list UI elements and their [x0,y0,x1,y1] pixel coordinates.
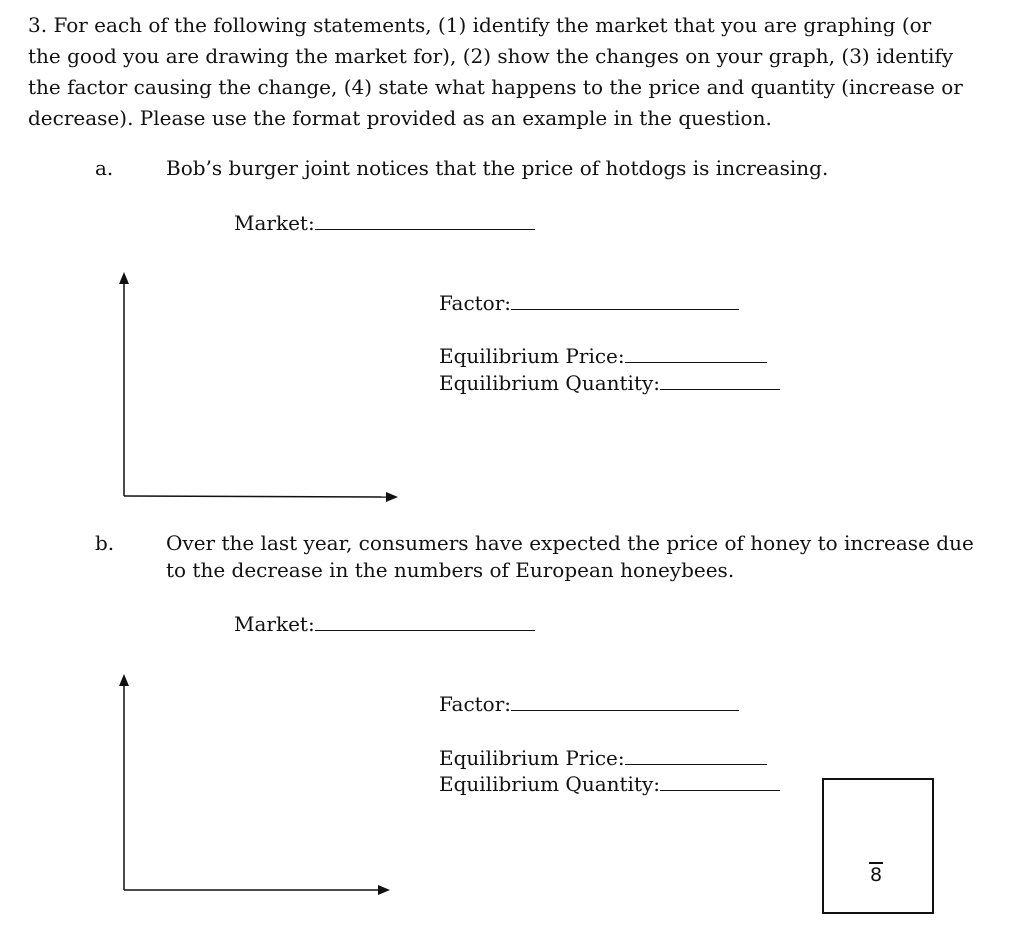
equilibrium-quantity-label: Equilibrium Quantity: [439,772,661,796]
price-blank[interactable] [625,342,767,363]
intro-line: the factor causing the change, (4) state what happens to the price and quantity (increase or [28,75,963,99]
page-number: 8 [870,864,883,886]
market-label: Market: [234,612,315,636]
equilibrium-price-label: Equilibrium Price: [439,746,625,770]
intro-line: decrease). Please use the format provided as an example in the question. [28,106,772,130]
part-a-letter: a. [95,156,114,180]
part-b-statement-line: Over the last year, consumers have expected the price of honey to increase due [166,531,974,555]
question-intro [28,10,1008,134]
part-b-statement-line: to the decrease in the numbers of European honeybees. [166,558,735,582]
y-axis-arrow-icon [119,272,129,284]
factor-blank[interactable] [511,690,739,711]
quantity-blank[interactable] [660,369,780,390]
page-number-box [822,778,934,914]
factor-blank[interactable] [511,289,739,310]
factor-label: Factor: [439,692,512,716]
part-b-graph-axes [110,672,410,904]
quantity-blank[interactable] [660,770,780,791]
part-b-factor-field[interactable] [439,690,739,717]
x-axis-arrow-icon [378,885,390,895]
x-axis-arrow-icon [386,492,398,502]
part-b-market-field[interactable] [234,610,535,637]
part-a-market-field[interactable] [234,209,535,236]
part-a-price-field[interactable] [439,342,767,369]
part-a-graph-axes [110,270,410,510]
intro-line: 3. For each of the following statements, (1) identify the market that you are graphing (or [28,13,932,37]
part-a-statement: Bob’s burger joint notices that the price of hotdogs is increasing. [166,156,829,180]
y-axis-arrow-icon [119,674,129,686]
equilibrium-price-label: Equilibrium Price: [439,344,625,368]
intro-line: the good you are drawing the market for), (2) show the changes on your graph, (3) identify [28,44,954,68]
equilibrium-quantity-label: Equilibrium Quantity: [439,371,661,395]
part-a-quantity-field[interactable] [439,369,780,396]
market-blank[interactable] [315,610,535,631]
factor-label: Factor: [439,291,512,315]
part-b-quantity-field[interactable] [439,770,780,797]
part-a-factor-field[interactable] [439,289,739,316]
part-b-letter: b. [95,531,115,555]
x-axis [124,496,388,497]
market-blank[interactable] [315,209,535,230]
price-blank[interactable] [625,744,767,765]
market-label: Market: [234,211,315,235]
part-b-price-field[interactable] [439,744,767,771]
